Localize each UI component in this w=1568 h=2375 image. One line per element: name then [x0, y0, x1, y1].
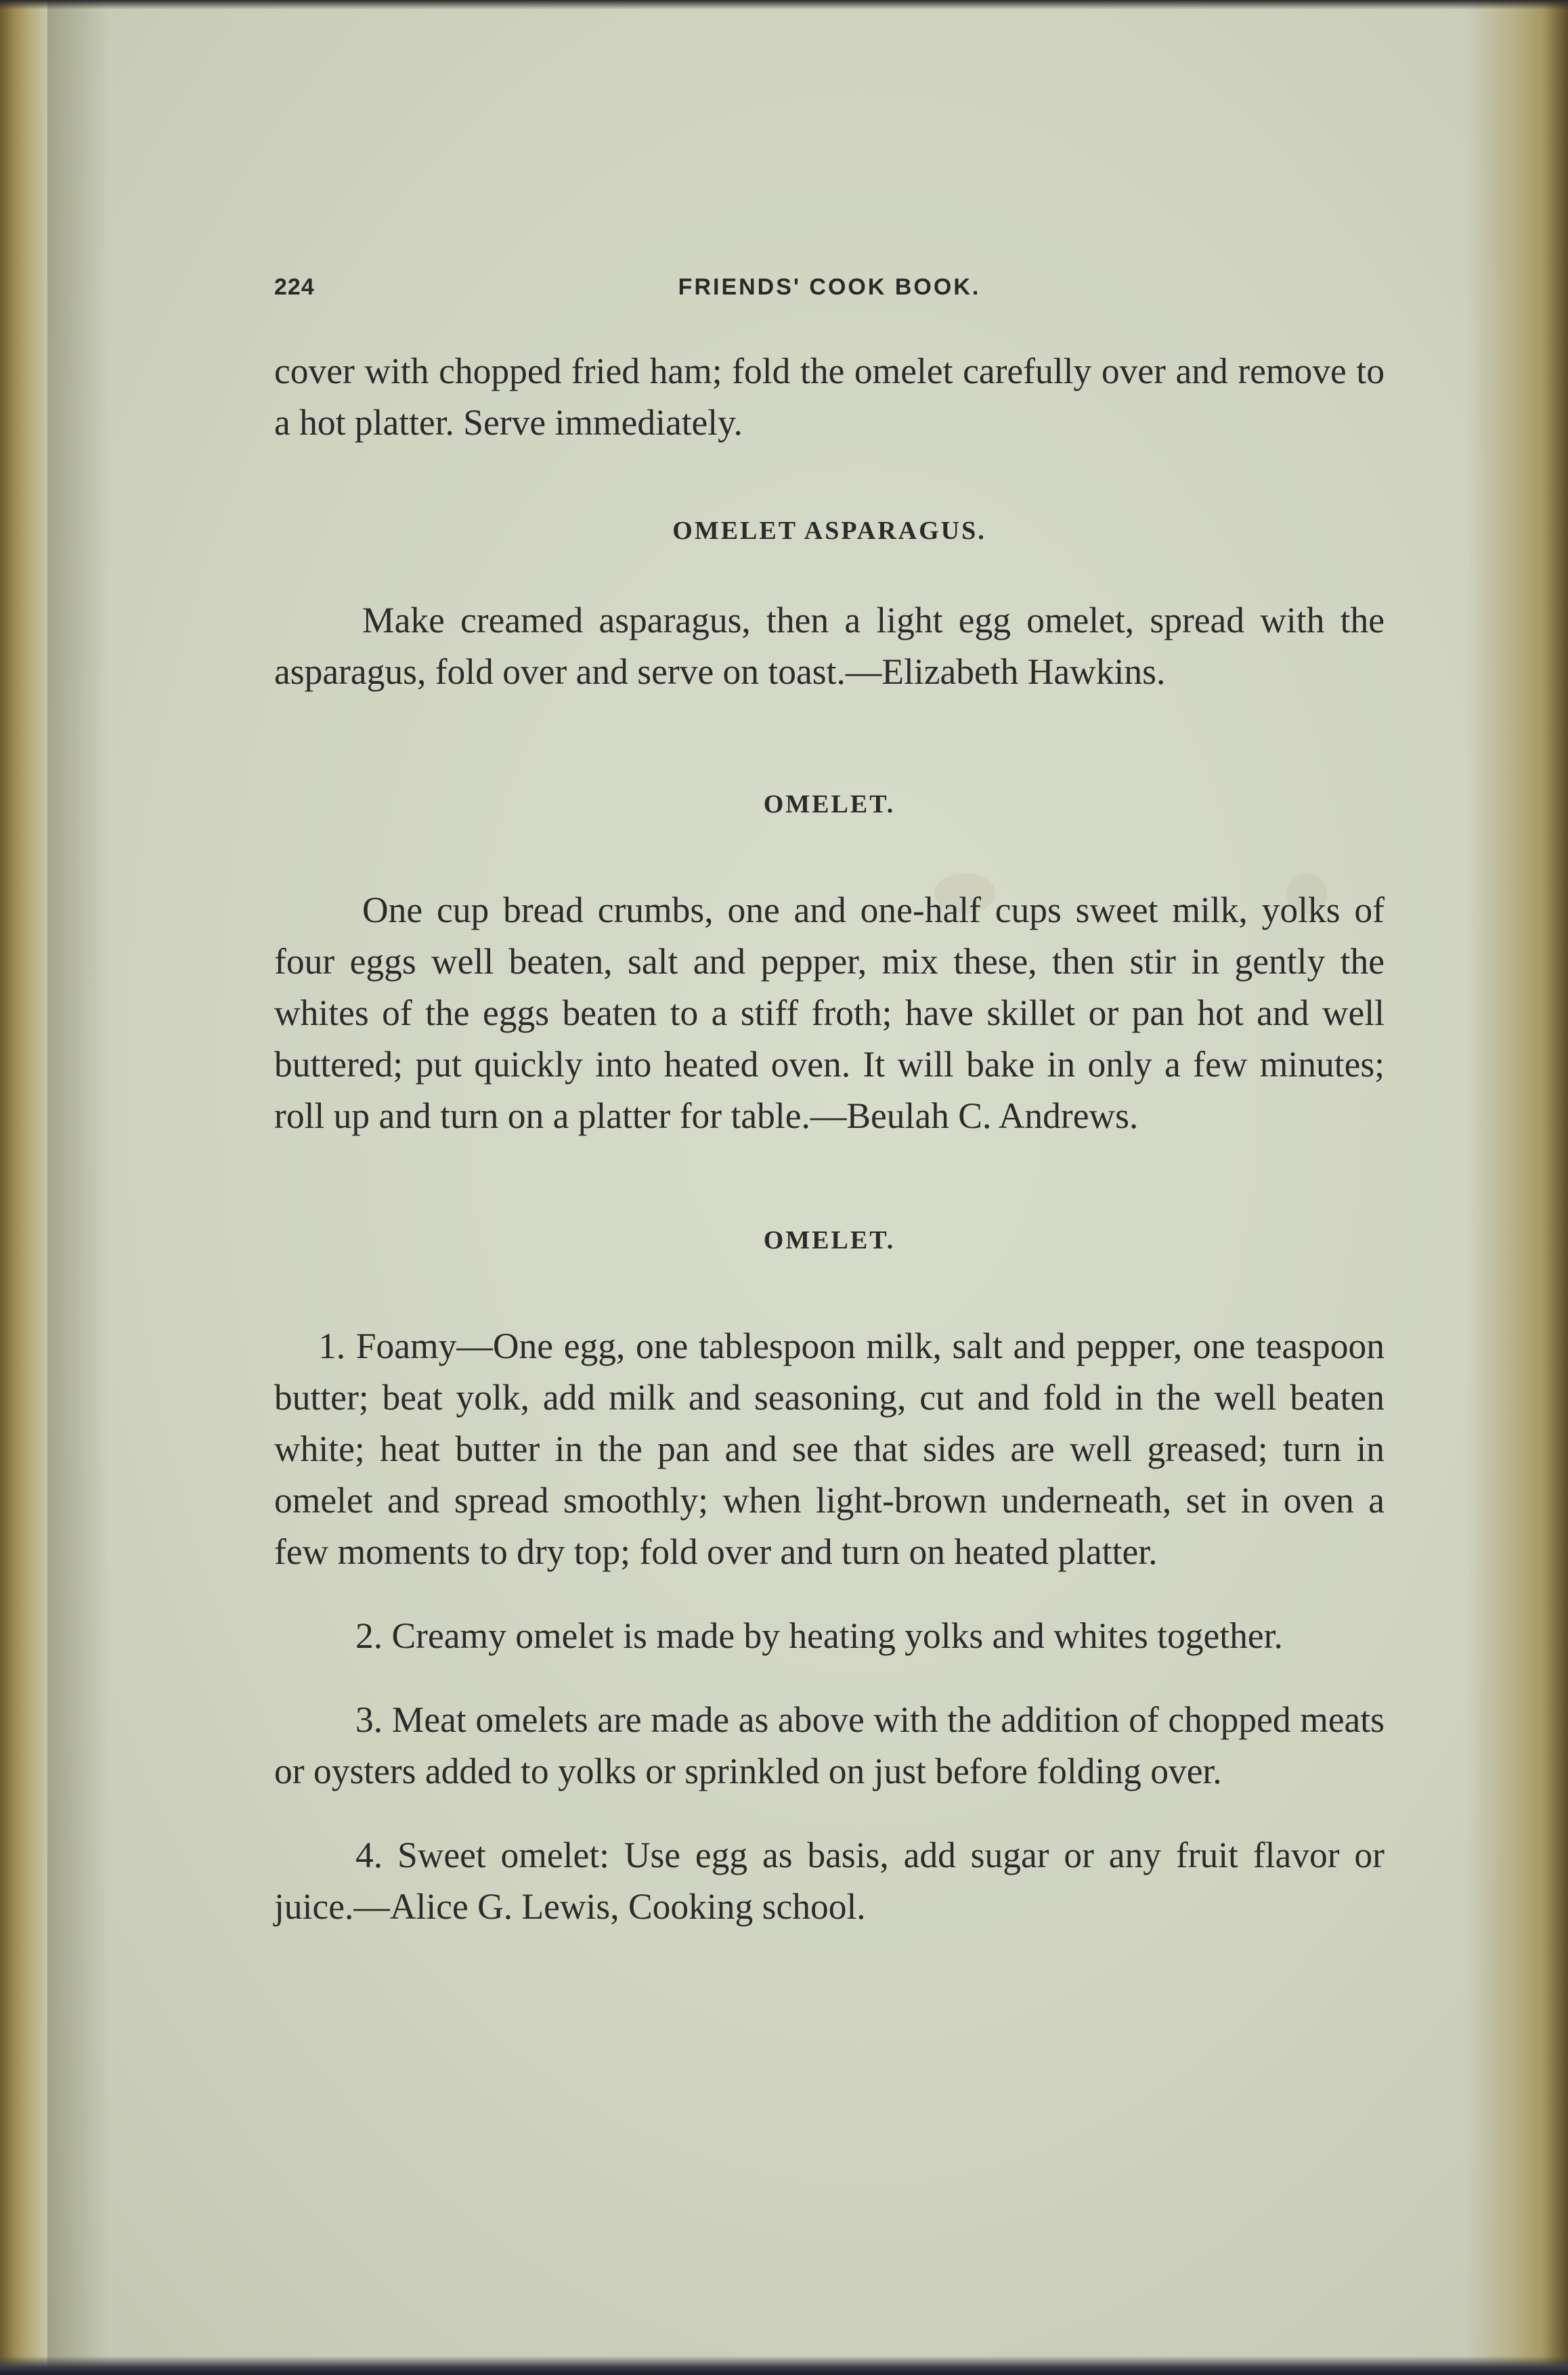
gutter-shadow: [47, 0, 108, 2375]
recipe-paragraph: Make creamed asparagus, then a light egg omelet, spread with the asparagus, fold over and serve on toast.—Elizabeth Hawkins.: [274, 600, 1385, 692]
recipe-step-2: 2. Creamy omelet is made by heating yolks and whites together.: [355, 1615, 1283, 1656]
page-edge-right: [1466, 0, 1568, 2375]
continuation-paragraph: cover with chopped fried ham; fold the omelet carefully over and remove to a hot platter. Serve immediately.: [274, 351, 1385, 443]
recipe-step-3: 3. Meat omelets are made as above with the addition of chopped meats or oysters added to yolks or sprinkled on just before folding over.: [274, 1699, 1385, 1791]
page-edge-top: [0, 0, 1568, 9]
page-edge-bottom: [0, 2356, 1568, 2375]
page-header: [274, 274, 1385, 315]
recipe-step-1: 1. Foamy—One egg, one tablespoon milk, salt and pepper, one teaspoon butter; beat yolk, add milk and seasoning, cut and fold in the well beaten white; heat butter in the pan and see that sides are well greased; turn in omelet and spread smoothly; when light-brown underneath, set in oven a few moments to dry top; fold over and turn on heated platter.: [274, 1326, 1385, 1572]
book-spine: [0, 0, 47, 2375]
running-title: FRIENDS' COOK BOOK.: [678, 274, 981, 300]
recipe-paragraph: One cup bread crumbs, one and one-half cups sweet milk, yolks of four eggs well beaten, salt and pepper, mix these, then stir in gently the whites of the eggs beaten to a stiff froth; have skillet or pan hot and well buttered; put quickly into heated oven. It will bake in only a few minutes; roll up and turn on a platter for table.—Beulah C. Andrews.: [274, 890, 1385, 1136]
section-title: OMELET.: [763, 1226, 896, 1255]
section-title: OMELET ASPARAGUS.: [672, 517, 986, 545]
recipe-step-4: 4. Sweet omelet: Use egg as basis, add sugar or any fruit flavor or juice.—Alice G. Lewis, Cooking school.: [274, 1835, 1385, 1927]
page-number: 224: [274, 274, 315, 300]
page-body: [274, 345, 1385, 1932]
section-title: OMELET.: [763, 790, 896, 819]
